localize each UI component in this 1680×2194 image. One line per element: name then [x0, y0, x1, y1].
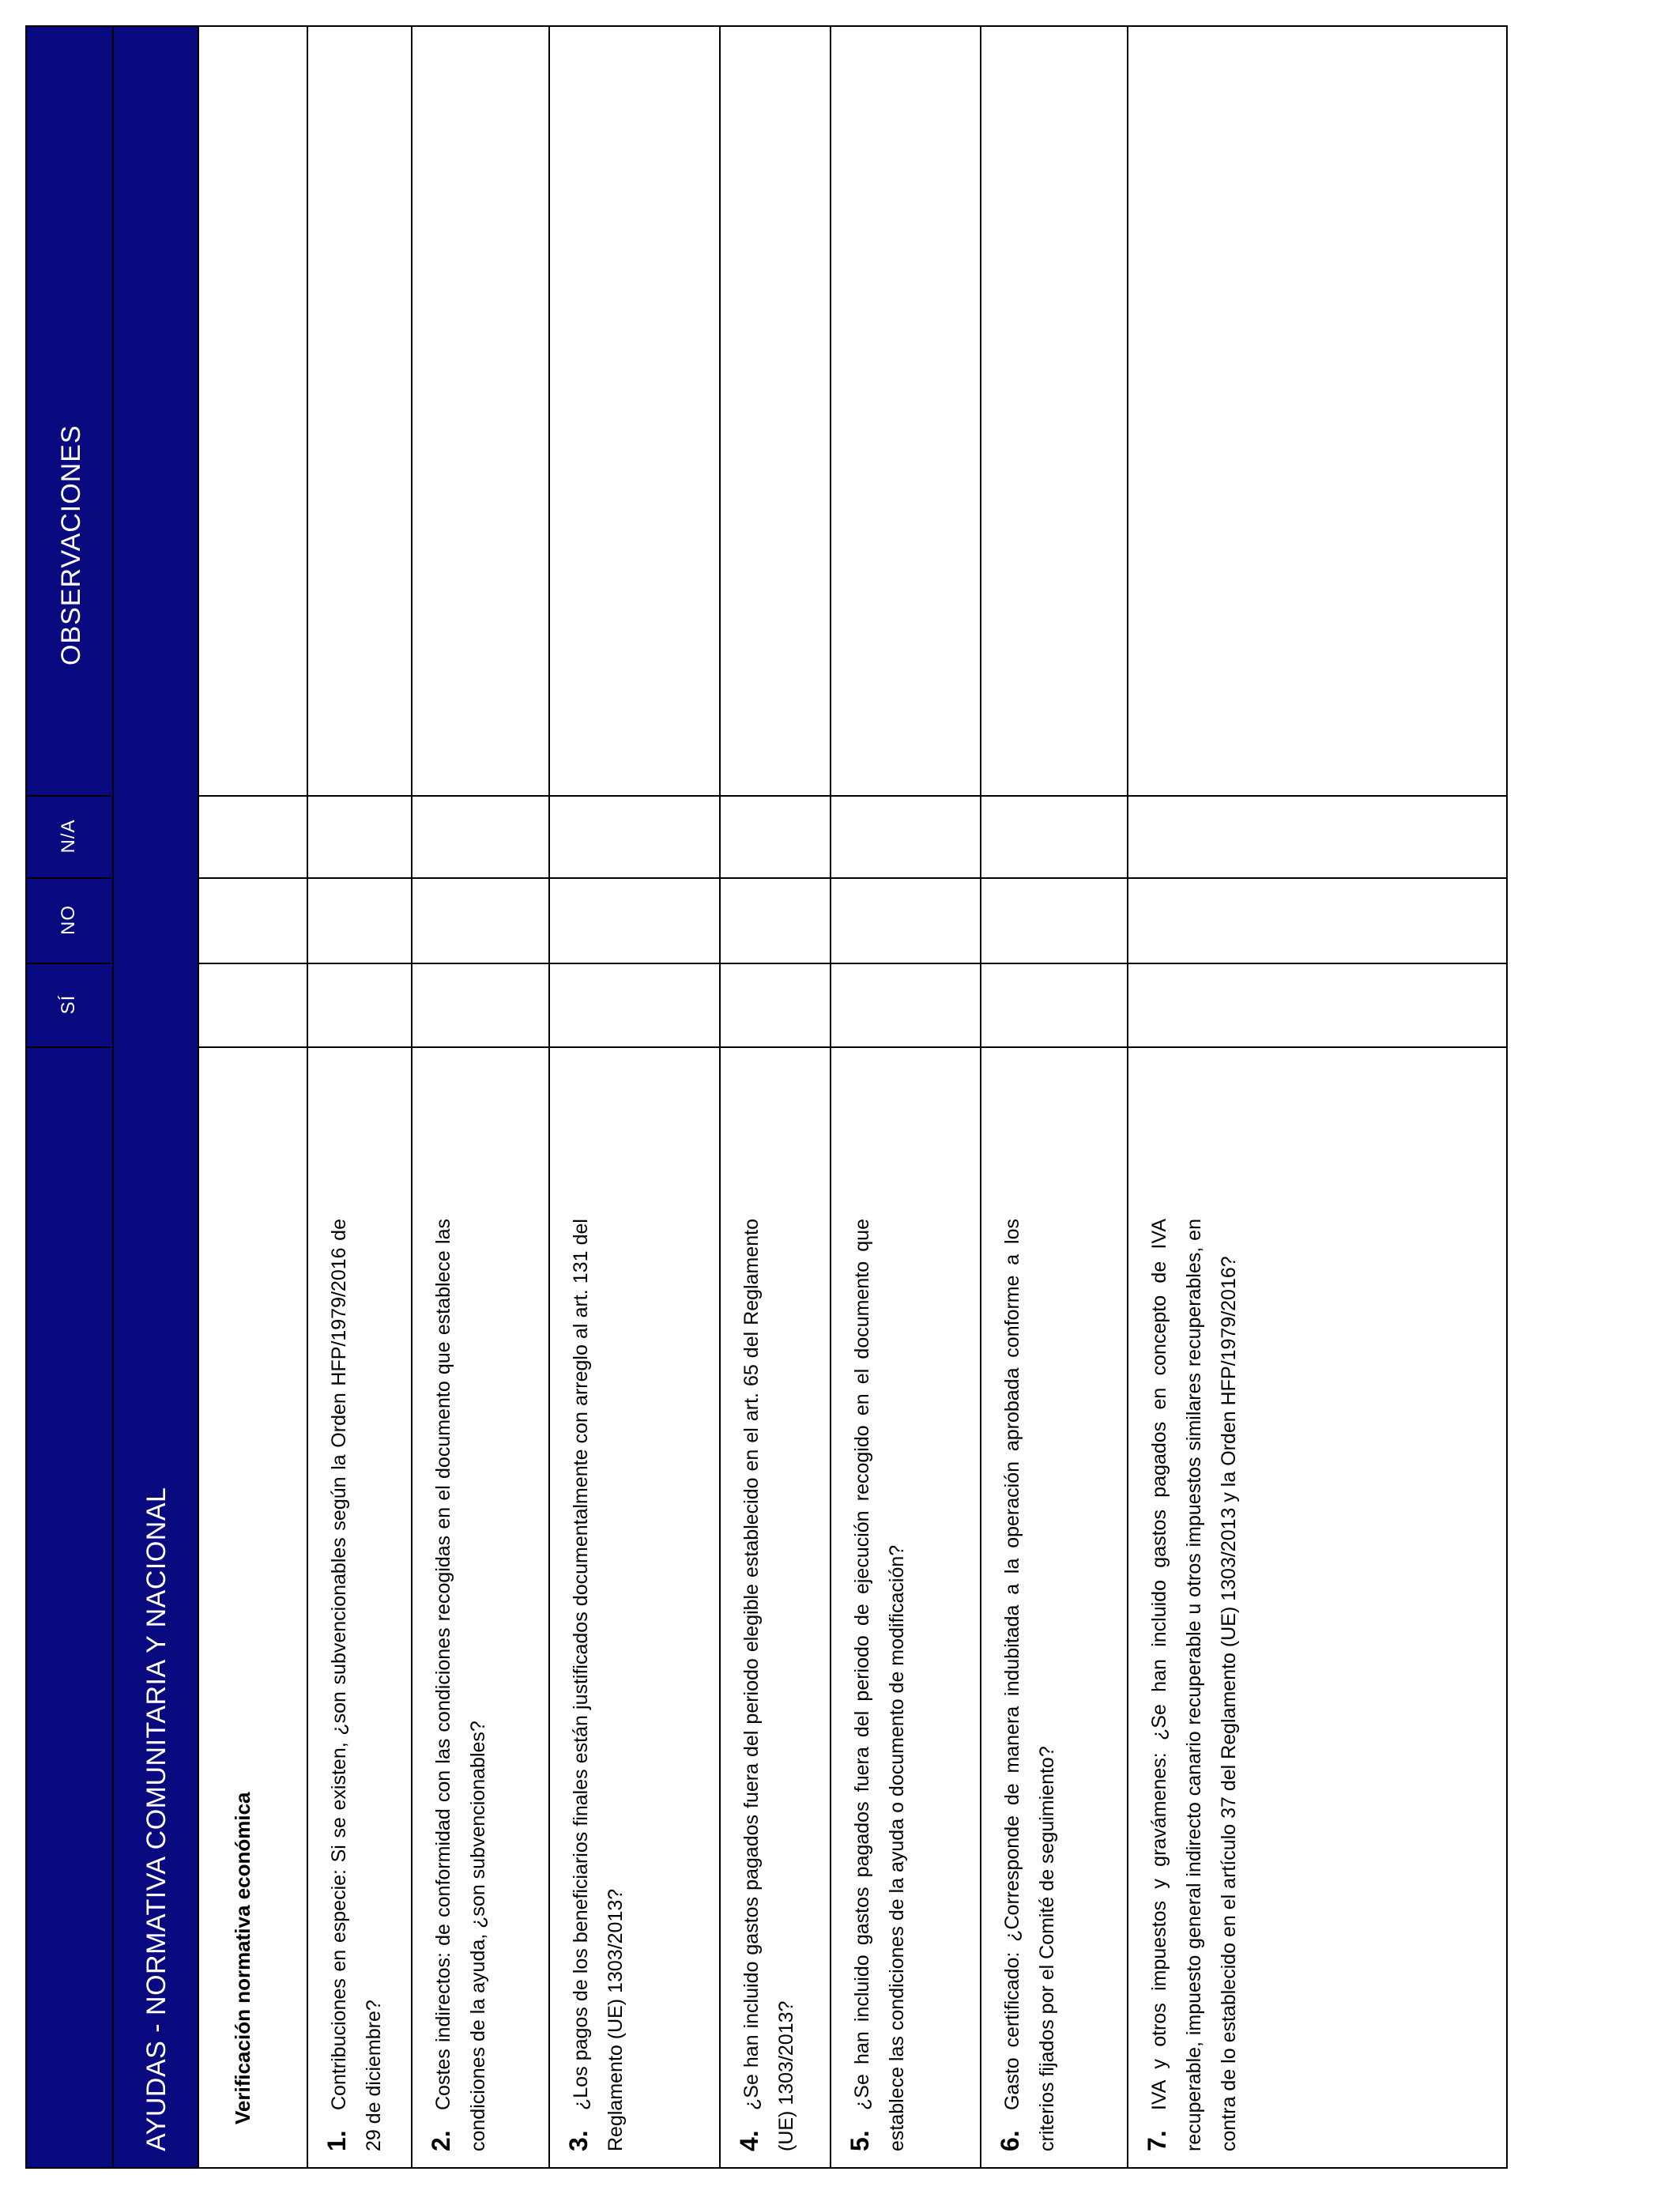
- answer-cell-obs[interactable]: [550, 27, 719, 795]
- question-text-block: [561, 1219, 633, 2151]
- answer-cell-no[interactable]: [308, 879, 411, 963]
- question-text-block: [732, 1219, 804, 2151]
- question-text: Contribuciones en especie: Si se existen, ¿son subvencionables según la Orden HFP/1979/2016 de 29 de diciembre?: [328, 1219, 385, 2151]
- answer-cell-na[interactable]: [981, 797, 1127, 877]
- col-no-header: NO: [58, 905, 79, 935]
- answer-cell-no[interactable]: [721, 879, 830, 963]
- answer-cell-si[interactable]: [1128, 964, 1506, 1046]
- question-text-block: [424, 1219, 495, 2151]
- question-row: [719, 27, 830, 2167]
- question-text-block: [319, 1219, 391, 2151]
- answer-cell-si[interactable]: [308, 964, 411, 1046]
- question-number: 5.: [846, 2130, 874, 2151]
- question-text: Costes indirectos: de conformidad con las condiciones recogidas en el documento que establece las condiciones de la ayuda, ¿son subvencionables?: [432, 1219, 489, 2151]
- question-number: 3.: [564, 2130, 593, 2151]
- subsection-title: Verificación normativa económica: [231, 1792, 254, 2124]
- divider: [27, 795, 111, 797]
- question-row: [980, 27, 1127, 2167]
- divider: [27, 1046, 111, 1048]
- answer-cell-no[interactable]: [412, 879, 548, 963]
- question-number: 4.: [735, 2130, 763, 2151]
- answer-cell-si[interactable]: [550, 964, 719, 1046]
- answer-cell-obs[interactable]: [412, 27, 548, 795]
- question-text-block: [993, 1219, 1064, 2151]
- question-row: [411, 27, 548, 2167]
- subsection-row: [198, 27, 307, 2167]
- question-text: ¿Los pagos de los beneficiarios finales están justificados documentalmente con arreglo al art. 131 del Reglamento (UE) 1303/2013?: [570, 1219, 627, 2151]
- question-text: Gasto certificado: ¿Corresponde de manera indubitada a la operación aprobada conforme a los criterios fijados por el Comité de seguimiento?: [1001, 1219, 1058, 2151]
- answer-cell-si[interactable]: [412, 964, 548, 1046]
- answer-cell-si[interactable]: [831, 964, 980, 1046]
- answer-cell-obs[interactable]: [721, 27, 830, 795]
- answer-cell-na[interactable]: [721, 797, 830, 877]
- answer-cell-obs[interactable]: [831, 27, 980, 795]
- answer-cell-na[interactable]: [1128, 797, 1506, 877]
- answer-cell-na[interactable]: [412, 797, 548, 877]
- col-na-header: N/A: [58, 819, 79, 854]
- question-row: [548, 27, 719, 2167]
- question-text: ¿Se han incluido gastos pagados fuera del periodo de ejecución recogido en el documento que establece las condiciones de la ayuda o documento de modificación?: [851, 1219, 908, 2151]
- answer-cell-na[interactable]: [831, 797, 980, 877]
- answer-cell-no[interactable]: [550, 879, 719, 963]
- divider: [27, 963, 111, 964]
- column-header-band: [27, 27, 112, 2167]
- question-row: [830, 27, 980, 2167]
- question-text: ¿Se han incluido gastos pagados fuera del periodo elegible establecido en el art. 65 del Reglamento (UE) 1303/2013?: [740, 1219, 797, 2151]
- answer-cell-obs[interactable]: [981, 27, 1127, 795]
- divider: [27, 877, 111, 879]
- question-row: [307, 27, 411, 2167]
- question-text-block: [842, 1219, 914, 2151]
- answer-cell-no[interactable]: [1128, 879, 1506, 963]
- answer-cell-na[interactable]: [550, 797, 719, 877]
- section-title: AYUDAS - NORMATIVA COMUNITARIA Y NACIONAL: [141, 1487, 171, 2151]
- question-row: [1127, 27, 1506, 2167]
- answer-cell-obs[interactable]: [308, 27, 411, 795]
- question-text: IVA y otros impuestos y gravámenes: ¿Se han incluido gastos pagados en concepto de IVA recuperable, impuesto general indirecto canario recuperable u otros impuestos similares recuperables, en contra de lo establecido en el artículo 37 del Reglamento (UE) 1303/2013 y la Orden HFP/1979/2016?: [1148, 1219, 1240, 2151]
- answer-cell-no[interactable]: [831, 879, 980, 963]
- question-number: 1.: [322, 2130, 351, 2151]
- question-text-block: [1139, 1219, 1246, 2151]
- answer-cell-na[interactable]: [308, 797, 411, 877]
- question-number: 2.: [427, 2130, 455, 2151]
- answer-cell-si[interactable]: [981, 964, 1127, 1046]
- checklist-table: [25, 25, 1508, 2169]
- question-number: 7.: [1143, 2130, 1171, 2151]
- question-number: 6.: [996, 2130, 1024, 2151]
- answer-cell-no[interactable]: [981, 879, 1127, 963]
- col-si-header: SÍ: [58, 994, 79, 1015]
- answer-cell-si[interactable]: [721, 964, 830, 1046]
- observaciones-header: OBSERVACIONES: [55, 424, 86, 665]
- answer-cell-obs[interactable]: [1128, 27, 1506, 795]
